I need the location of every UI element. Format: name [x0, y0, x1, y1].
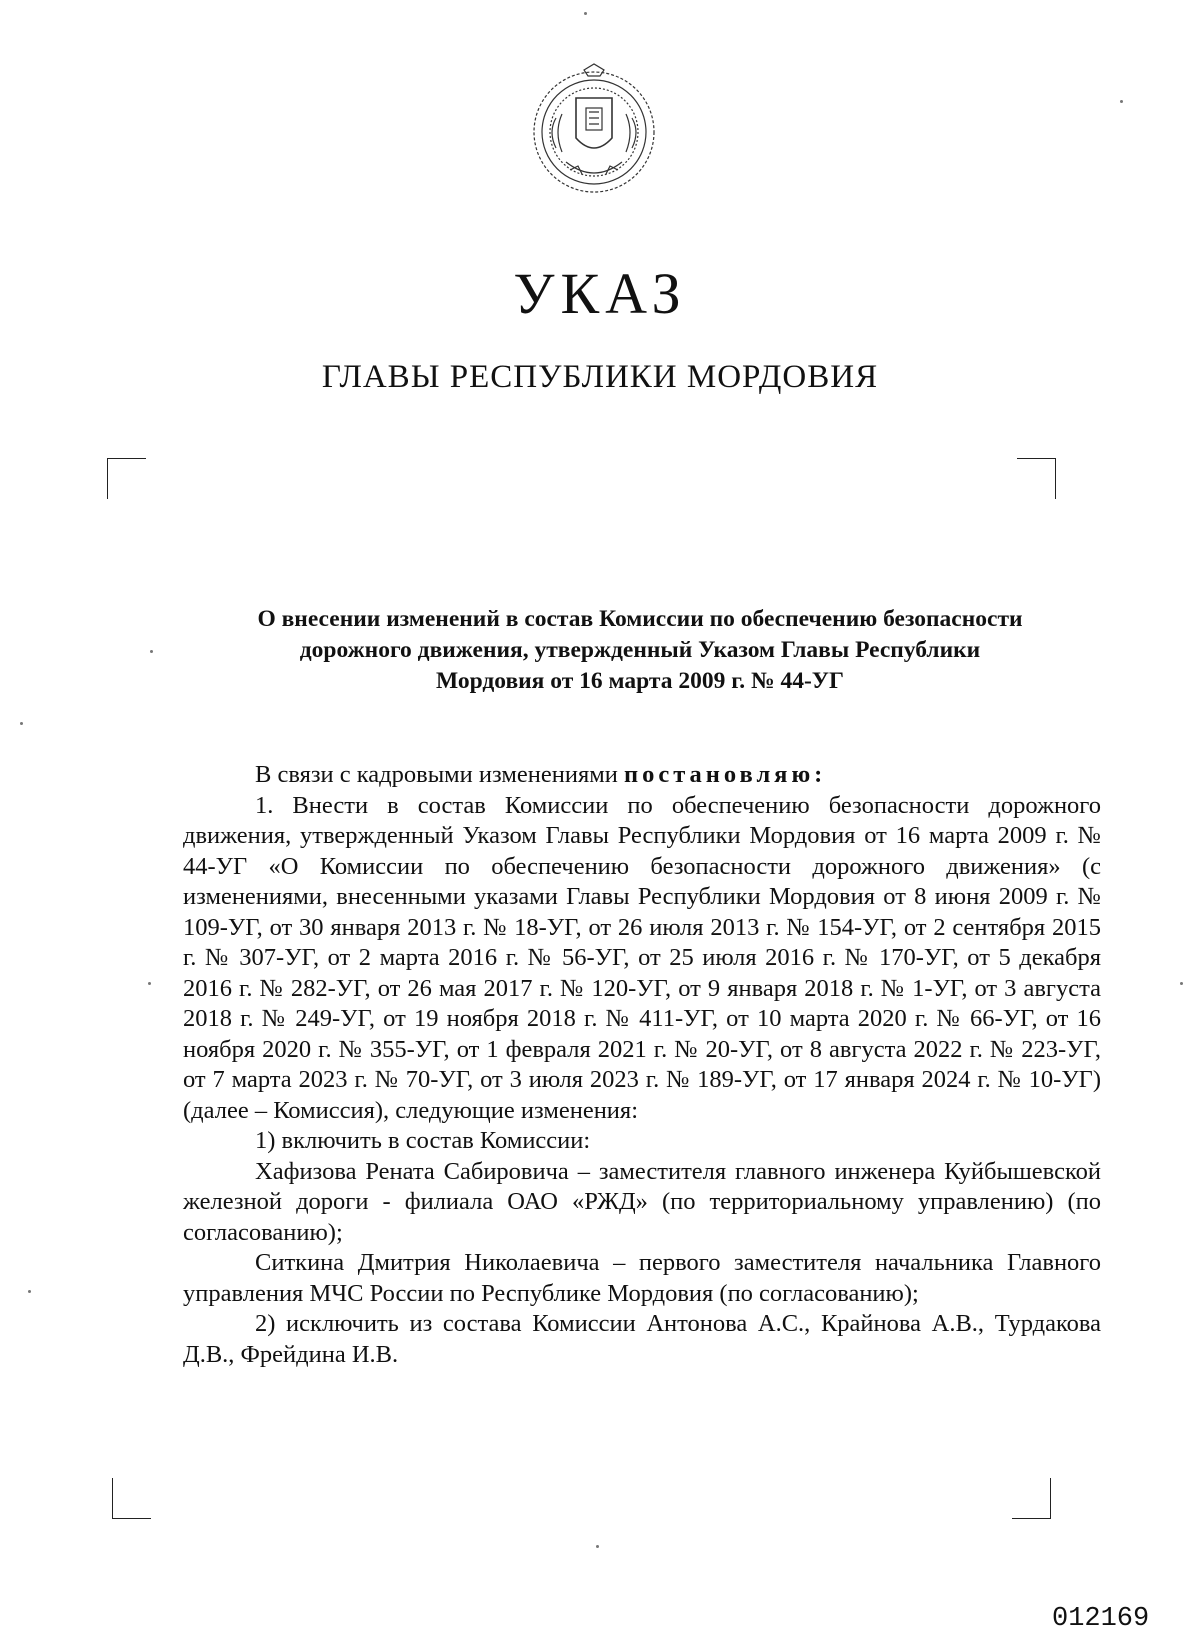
scan-speck: [596, 1545, 599, 1548]
coat-of-arms-icon: [526, 62, 662, 198]
scan-speck: [20, 722, 23, 725]
scan-speck: [148, 982, 151, 985]
scan-speck: [1120, 100, 1123, 103]
decree-heading: [180, 604, 1100, 697]
heading-line-2: дорожного движения, утвержденный Указом Главы Республики: [299, 637, 981, 663]
paragraph-member-2: Ситкина Дмитрия Николаевича – первого заместителя начальника Главного управления МЧС России по Республике Мордовия (по согласованию);: [183, 1249, 1101, 1307]
scan-speck: [584, 12, 587, 15]
scan-speck: [28, 1290, 31, 1293]
intro-paragraph: [183, 760, 1101, 791]
paragraph-1: 1. Внести в состав Комиссии по обеспечению безопасности дорожного движения, утвержденный Указом Главы Республики Мордовия от 16 марта 2009 г. № 44-УГ «О Комиссии по обеспечению безопасности дорожного движения» (с изменениями, внесенными указами Главы Республики Мордовия от 8 июня 2009 г. № 109-УГ, от 30 января 2013 г. № 18-УГ, от 26 июля 2013 г. № 154-УГ, от 2 сентября 2015 г. № 307-УГ, от 2 марта 2016 г. № 56-УГ, от 25 июля 2016 г. № 170-УГ, от 5 декабря 2016 г. № 282-УГ, от 26 мая 2017 г. № 120-УГ, от 9 января 2018 г. № 1-УГ, от 3 августа 2018 г. № 249-УГ, от 19 ноября 2018 г. № 411-УГ, от 10 марта 2020 г. № 66-УГ, от 16 ноября 2020 г. № 355-УГ, от 1 февраля 2021 г. № 20-УГ, от 8 августа 2022 г. № 223-УГ, от 7 марта 2023 г. № 70-УГ, от 3 июля 2023 г. № 189-УГ, от 17 января 2024 г. № 10-УГ) (далее – Комиссия), следующие изменения:: [183, 791, 1101, 1124]
corner-mark-top-left: [107, 458, 146, 499]
decree-word: постановляю:: [623, 761, 827, 788]
scan-speck: [1180, 982, 1183, 985]
document-type-title: УКАЗ: [513, 261, 687, 326]
paragraph-member-1: Хафизова Рената Сабировича – заместителя главного инженера Куйбышевской железной дороги - филиала ОАО «РЖД» (по территориальному управлению) (по согласованию);: [183, 1157, 1101, 1246]
corner-mark-top-right: [1017, 458, 1056, 499]
document-serial-number: 012169: [1052, 1604, 1150, 1634]
paragraph-exclude: 2) исключить из состава Комиссии Антонова А.С., Крайнова А.В., Турдакова Д.В., Фрейдина И.В.: [183, 1310, 1101, 1368]
paragraph-include: 1) включить в состав Комиссии:: [255, 1127, 591, 1154]
intro-text: В связи с кадровыми изменениями: [255, 761, 624, 788]
heading-line-3: Мордовия от 16 марта 2009 г. № 44-УГ: [436, 668, 844, 694]
corner-mark-bottom-left: [112, 1478, 151, 1519]
corner-mark-bottom-right: [1012, 1478, 1051, 1519]
issuing-authority-subtitle: ГЛАВЫ РЕСПУБЛИКИ МОРДОВИЯ: [321, 359, 879, 395]
heading-line-1: О внесении изменений в состав Комиссии по обеспечению безопасности: [257, 606, 1023, 632]
scan-speck: [150, 650, 153, 653]
decree-body: [183, 760, 1101, 1370]
